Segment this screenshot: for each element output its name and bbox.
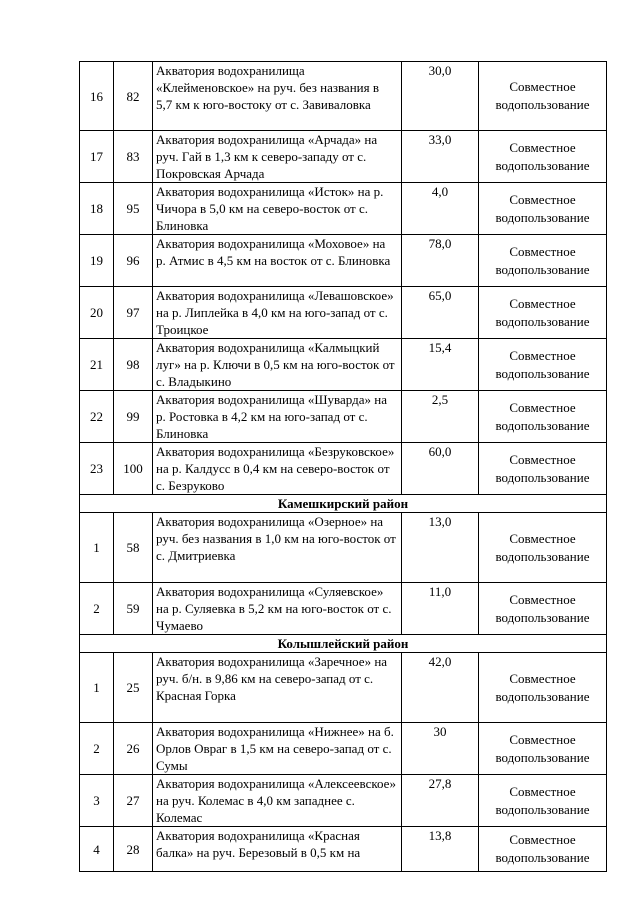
object-id: 58 <box>114 513 153 583</box>
area-value: 30 <box>402 723 479 775</box>
object-description: Акватория водохранилища «Красная балка» на руч. Березовый в 0,5 км на <box>153 827 402 872</box>
object-id: 95 <box>114 183 153 235</box>
row-number: 19 <box>80 235 114 287</box>
area-value: 33,0 <box>402 131 479 183</box>
usage-type: Совместное водопользование <box>479 513 607 583</box>
row-number: 22 <box>80 391 114 443</box>
object-description: Акватория водохранилища «Нижнее» на б. Орлов Овраг в 1,5 км на северо-запад от с. Сумы <box>153 723 402 775</box>
object-id: 59 <box>114 583 153 635</box>
usage-type: Совместное водопользование <box>479 287 607 339</box>
district-name: Колышлейский район <box>80 635 607 653</box>
object-description: Акватория водохранилища «Озерное» на руч. без названия в 1,0 км на юго-восток от с. Дмитриевка <box>153 513 402 583</box>
object-description: Акватория водохранилища «Клейменовское» на руч. без названия в 5,7 км к юго-востоку от с. Завиваловка <box>153 62 402 131</box>
area-value: 78,0 <box>402 235 479 287</box>
usage-type: Совместное водопользование <box>479 653 607 723</box>
usage-type: Совместное водопользование <box>479 827 607 872</box>
table-row <box>80 653 607 723</box>
object-id: 26 <box>114 723 153 775</box>
row-number: 17 <box>80 131 114 183</box>
row-number: 23 <box>80 443 114 495</box>
object-id: 27 <box>114 775 153 827</box>
area-value: 30,0 <box>402 62 479 131</box>
usage-type: Совместное водопользование <box>479 235 607 287</box>
row-number: 2 <box>80 583 114 635</box>
table-row <box>80 513 607 583</box>
usage-type: Совместное водопользование <box>479 775 607 827</box>
object-description: Акватория водохранилища «Левашовское» на р. Липлейка в 4,0 км на юго-запад от с. Троицкое <box>153 287 402 339</box>
area-value: 27,8 <box>402 775 479 827</box>
object-description: Акватория водохранилища «Заречное» на руч. б/н. в 9,86 км на северо-запад от с. Красная Горка <box>153 653 402 723</box>
area-value: 15,4 <box>402 339 479 391</box>
table-body <box>80 62 607 872</box>
table-row <box>80 391 607 443</box>
object-id: 99 <box>114 391 153 443</box>
usage-type: Совместное водопользование <box>479 583 607 635</box>
area-value: 4,0 <box>402 183 479 235</box>
row-number: 4 <box>80 827 114 872</box>
object-id: 98 <box>114 339 153 391</box>
object-id: 82 <box>114 62 153 131</box>
object-description: Акватория водохранилища «Безруковское» на р. Калдусс в 0,4 км на северо-восток от с. Безруково <box>153 443 402 495</box>
row-number: 16 <box>80 62 114 131</box>
usage-type: Совместное водопользование <box>479 391 607 443</box>
row-number: 3 <box>80 775 114 827</box>
table-row <box>80 183 607 235</box>
object-id: 25 <box>114 653 153 723</box>
table-row <box>80 235 607 287</box>
object-id: 28 <box>114 827 153 872</box>
area-value: 13,0 <box>402 513 479 583</box>
area-value: 13,8 <box>402 827 479 872</box>
area-value: 42,0 <box>402 653 479 723</box>
object-description: Акватория водохранилища «Исток» на р. Чичора в 5,0 км на северо-восток от с. Блиновка <box>153 183 402 235</box>
row-number: 21 <box>80 339 114 391</box>
row-number: 1 <box>80 513 114 583</box>
area-value: 2,5 <box>402 391 479 443</box>
table-row <box>80 583 607 635</box>
table-row <box>80 827 607 872</box>
object-description: Акватория водохранилища «Калмыцкий луг» на р. Ключи в 0,5 км на юго-восток от с. Владыкино <box>153 339 402 391</box>
usage-type: Совместное водопользование <box>479 183 607 235</box>
row-number: 1 <box>80 653 114 723</box>
table-row <box>80 287 607 339</box>
object-id: 83 <box>114 131 153 183</box>
district-header-row <box>80 635 607 653</box>
usage-type: Совместное водопользование <box>479 723 607 775</box>
object-id: 97 <box>114 287 153 339</box>
row-number: 20 <box>80 287 114 339</box>
usage-type: Совместное водопользование <box>479 443 607 495</box>
table-row <box>80 443 607 495</box>
area-value: 11,0 <box>402 583 479 635</box>
object-description: Акватория водохранилища «Суляевское» на р. Суляевка в 5,2 км на юго-восток от с. Чумаево <box>153 583 402 635</box>
district-name: Камешкирский район <box>80 495 607 513</box>
district-header-row <box>80 495 607 513</box>
table-row <box>80 131 607 183</box>
object-description: Акватория водохранилища «Арчада» на руч. Гай в 1,3 км к северо-западу от с. Покровская Арчада <box>153 131 402 183</box>
row-number: 18 <box>80 183 114 235</box>
object-id: 100 <box>114 443 153 495</box>
table-row <box>80 62 607 131</box>
table-row <box>80 775 607 827</box>
object-description: Акватория водохранилища «Шуварда» на р. Ростовка в 4,2 км на юго-запад от с. Блиновка <box>153 391 402 443</box>
row-number: 2 <box>80 723 114 775</box>
object-id: 96 <box>114 235 153 287</box>
object-description: Акватория водохранилища «Алексеевское» на руч. Колемас в 4,0 км западнее с. Колемас <box>153 775 402 827</box>
usage-type: Совместное водопользование <box>479 339 607 391</box>
area-value: 65,0 <box>402 287 479 339</box>
table-row <box>80 723 607 775</box>
object-description: Акватория водохранилища «Моховое» на р. Атмис в 4,5 км на восток от с. Блиновка <box>153 235 402 287</box>
usage-type: Совместное водопользование <box>479 62 607 131</box>
area-value: 60,0 <box>402 443 479 495</box>
usage-type: Совместное водопользование <box>479 131 607 183</box>
table-row <box>80 339 607 391</box>
water-bodies-table <box>79 61 607 872</box>
